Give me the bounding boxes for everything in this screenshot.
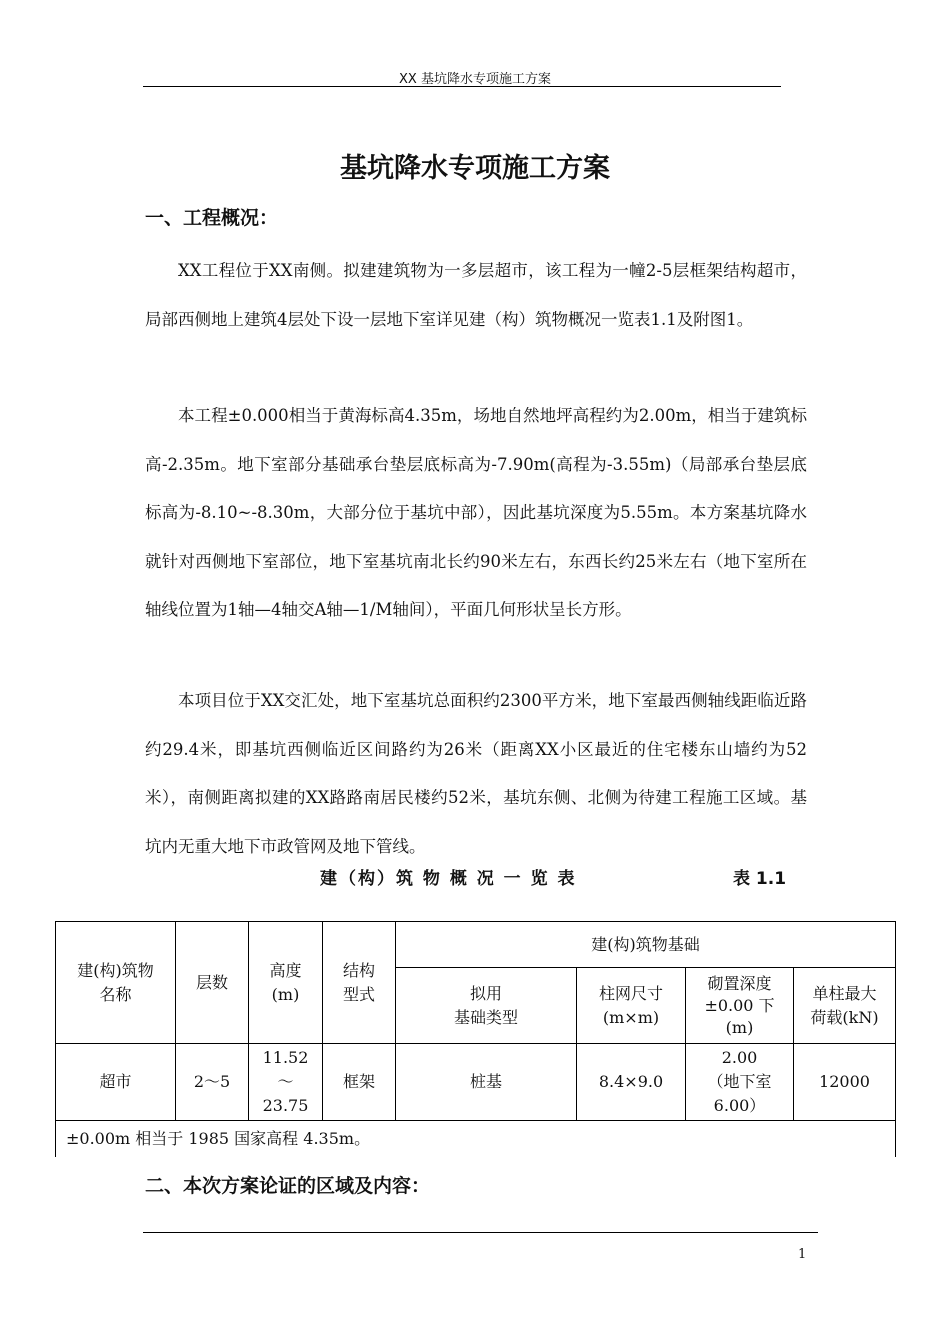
running-header: XX 基坑降水专项施工方案 — [399, 72, 551, 87]
cell-floors: 2～5 — [176, 1044, 249, 1121]
header-name: 建(构)筑物 名称 — [56, 922, 176, 1044]
paragraph-1: XX工程位于XX南侧。拟建建筑物为一多层超市，该工程为一幢2-5层框架结构超市，局部西侧地上建筑4层处下设一层地下室详见建（构）筑物概况一览表1.1及附图1。 — [145, 261, 807, 329]
header-grid: 柱网尺寸 (m×m) — [577, 968, 686, 1044]
table-caption — [0, 864, 950, 888]
cell-name: 超市 — [56, 1044, 176, 1121]
section-2-heading: 二、本次方案论证的区域及内容： — [145, 1175, 431, 1197]
table-caption-text: 建（构）筑 物 概 况 一 览 表 — [320, 869, 577, 889]
header-foundation-type: 拟用 基础类型 — [396, 968, 577, 1044]
building-overview-table — [55, 921, 896, 1157]
cell-height: 11.52 ～ 23.75 — [249, 1044, 323, 1121]
cell-grid: 8.4×9.0 — [577, 1044, 686, 1121]
cell-load: 12000 — [794, 1044, 896, 1121]
header-floors: 层数 — [176, 922, 249, 1044]
paragraph-3: 本项目位于XX交汇处，地下室基坑总面积约2300平方米，地下室最西侧轴线距临近路约29.4米，即基坑西侧临近区间路约为26米（距离XX小区最近的住宅楼东山墙约为52米），南侧距离拟建的XX路路南居民楼约52米，基坑东侧、北侧为待建工程施工区域。基坑内无重大地下市政管网及地下管线。 — [145, 691, 807, 856]
document-title: 基坑降水专项施工方案 — [340, 153, 610, 184]
header-height: 高度 (m) — [249, 922, 323, 1044]
header-foundation-group: 建(构)筑物基础 — [396, 922, 896, 968]
section-1-heading: 一、工程概况： — [145, 207, 279, 229]
header-load: 单柱最大 荷载(kN) — [794, 968, 896, 1044]
cell-foundation-type: 桩基 — [396, 1044, 577, 1121]
header-depth: 砌置深度 ±0.00 下 (m) — [686, 968, 794, 1044]
table-row — [56, 1044, 896, 1121]
footer-rule — [143, 1232, 818, 1233]
table-note: ±0.00m 相当于 1985 国家高程 4.35m。 — [56, 1121, 896, 1157]
header-rule — [143, 86, 781, 87]
paragraph-2: 本工程±0.000相当于黄海标高4.35m，场地自然地坪高程约为2.00m，相当于建筑标高-2.35m。地下室部分基础承台垫层底标高为-7.90m(高程为-3.55m)（局部承台垫层底标高为-8.10~-8.30m，大部分位于基坑中部），因此基坑深度为5.55m。本方案基坑降水就针对西侧地下室部位，地下室基坑南北长约90米左右，东西长约25米左右（地下室所在轴线位置为1轴—4轴交A轴—1/M轴间），平面几何形状呈长方形。 — [145, 406, 807, 619]
table-caption-number: 表 1.1 — [733, 869, 787, 889]
header-structure: 结构 型式 — [323, 922, 396, 1044]
cell-structure: 框架 — [323, 1044, 396, 1121]
cell-depth: 2.00 （地下室 6.00） — [686, 1044, 794, 1121]
page-number: 1 — [798, 1247, 807, 1262]
